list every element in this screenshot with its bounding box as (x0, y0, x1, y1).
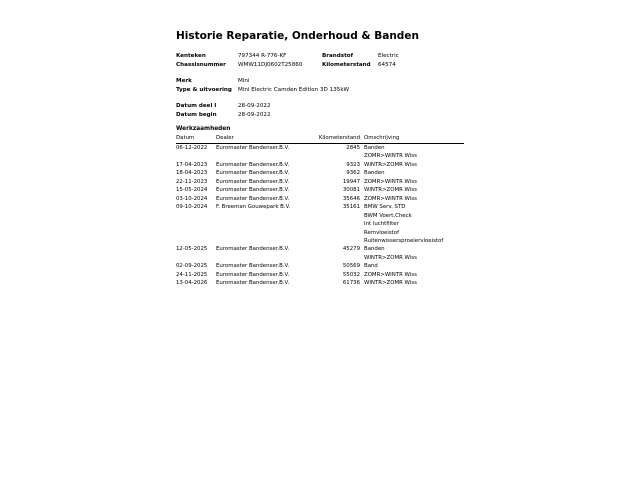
table-row (176, 245, 464, 253)
cell-description: ZOMR>WINTR Wiss (364, 178, 417, 185)
cell-date: 17-04-2023 (176, 161, 208, 168)
cell-dealer: Euromaster Bandenser.B.V. (216, 280, 290, 287)
cell-date (176, 152, 216, 160)
chassis-value: WMW11DJ0602T25860 (238, 61, 303, 68)
table-row (176, 279, 464, 287)
table-row-continuation (176, 220, 464, 228)
cell-dealer: Euromaster Bandenser.B.V. (216, 246, 290, 253)
cell-dealer: Euromaster Bandenser.B.V. (216, 195, 290, 202)
cell-description: WINTR>ZOMR Wiss (364, 254, 417, 261)
table-row (176, 169, 464, 177)
header-dealer: Dealer (216, 135, 318, 144)
header-datum: Datum (176, 135, 216, 144)
table-row-continuation (176, 229, 464, 237)
cell-dealer (216, 237, 318, 245)
cell-date: 13-04-2026 (176, 280, 208, 287)
cell-date: 24-11-2025 (176, 271, 208, 278)
cell-description: WINTR>ZOMR Wiss (364, 187, 417, 194)
cell-km: 45279 (342, 246, 360, 253)
cell-date: 09-10-2024 (176, 204, 208, 211)
cell-description: BWM Voert.Check (364, 212, 412, 219)
cell-km: 19947 (342, 178, 360, 185)
cell-description: Band (364, 263, 378, 270)
cell-dealer: F. Breeman Gouwepark B.V. (216, 204, 291, 211)
kenteken-value: 797344 R-776-KF (238, 53, 287, 59)
table-row (176, 271, 464, 279)
cell-dealer (216, 220, 318, 228)
cell-km: 9323 (346, 161, 360, 168)
brandstof-label: Brandstof (322, 53, 354, 59)
cell-km: 35646 (342, 195, 360, 202)
cell-dealer: Euromaster Bandenser.B.V. (216, 178, 290, 185)
merk-label: Merk (176, 78, 192, 84)
cell-dealer: Euromaster Bandenser.B.V. (216, 187, 290, 194)
cell-description: BMW Serv. STD (364, 204, 406, 211)
cell-date: 18-04-2023 (176, 170, 208, 177)
cell-km (318, 229, 364, 237)
cell-description: Banden (364, 145, 385, 151)
work-table (176, 135, 464, 288)
cell-description: Remvloeistof (364, 229, 399, 236)
cell-date (176, 254, 216, 262)
cell-description: WINTR>ZOMR Wiss (364, 280, 417, 287)
km-value: 64574 (378, 61, 396, 68)
document (176, 30, 466, 287)
table-row (176, 161, 464, 169)
cell-date: 06-12-2022 (176, 145, 208, 151)
page-title: Historie Reparatie, Onderhoud & Banden (176, 30, 419, 42)
work-table-body (176, 144, 464, 288)
cell-description: ZOMR>WINTR Wiss (364, 153, 417, 160)
cell-description: ZOMR>WINTR Wiss (364, 271, 417, 278)
cell-date: 15-05-2024 (176, 187, 208, 194)
chassis-label: Chassisnummer (176, 61, 226, 68)
work-table-header (176, 135, 464, 144)
cell-date: 22-11-2023 (176, 178, 208, 185)
cell-description: ZOMR>WINTR Wiss (364, 195, 417, 202)
brandstof-value: Electric (378, 53, 399, 59)
merk-value: Mini (238, 78, 250, 84)
table-row (176, 144, 464, 153)
cell-km: 30081 (342, 187, 360, 194)
cell-description: Int luchtfilter (364, 221, 399, 228)
cell-dealer: Euromaster Bandenser.B.V. (216, 271, 290, 278)
cell-km: 9362 (346, 170, 360, 177)
cell-km: 61736 (342, 280, 360, 287)
cell-dealer (216, 229, 318, 237)
km-label: Kilometerstand (322, 61, 371, 68)
datum-deel1-value: 28-09-2022 (238, 103, 271, 109)
table-row (176, 262, 464, 270)
cell-description: Banden (364, 246, 385, 253)
table-row (176, 195, 464, 203)
cell-dealer: Euromaster Bandenser.B.V. (216, 263, 290, 270)
werkzaamheden-title: Werkzaamheden (176, 126, 231, 132)
cell-dealer (216, 254, 318, 262)
cell-date: 03-10-2024 (176, 195, 208, 202)
header-omschrijving: Omschrijving (364, 135, 464, 144)
table-row-continuation (176, 152, 464, 160)
kenteken-label: Kenteken (176, 53, 206, 59)
header-kilometerstand: Kilometerstand (318, 135, 364, 144)
type-label: Type & uitvoering (176, 86, 232, 93)
table-row (176, 178, 464, 186)
datum-deel1-label: Datum deel I (176, 103, 217, 109)
cell-description: WINTR>ZOMR Wiss (364, 161, 417, 168)
cell-km: 50569 (342, 263, 360, 270)
datum-begin-label: Datum begin (176, 111, 217, 118)
table-row (176, 203, 464, 211)
cell-dealer (216, 152, 318, 160)
table-row-continuation (176, 212, 464, 220)
cell-date (176, 220, 216, 228)
cell-km (318, 152, 364, 160)
cell-km: 35161 (342, 204, 360, 211)
table-row-continuation (176, 254, 464, 262)
cell-km (318, 220, 364, 228)
cell-date: 02-09-2025 (176, 263, 208, 270)
cell-km: 2845 (346, 145, 360, 151)
cell-date (176, 229, 216, 237)
cell-description: Banden (364, 170, 385, 177)
type-value: Mini Electric Camden Edition 3D 135kW (238, 86, 350, 93)
cell-dealer (216, 212, 318, 220)
cell-date (176, 237, 216, 245)
cell-km (318, 237, 364, 245)
cell-km (318, 254, 364, 262)
cell-date (176, 212, 216, 220)
datum-begin-value: 28-09-2022 (238, 111, 271, 118)
cell-dealer: Euromaster Bandenser.B.V. (216, 170, 290, 177)
cell-km (318, 212, 364, 220)
cell-km: 55032 (342, 271, 360, 278)
table-row (176, 186, 464, 194)
cell-dealer: Euromaster Bandenser.B.V. (216, 161, 290, 168)
cell-dealer: Euromaster Bandenser.B.V. (216, 145, 290, 151)
table-row-continuation (176, 237, 464, 245)
cell-description: Ruitenwissersproeiervloeistof (364, 237, 444, 244)
cell-date: 12-05-2025 (176, 246, 208, 253)
